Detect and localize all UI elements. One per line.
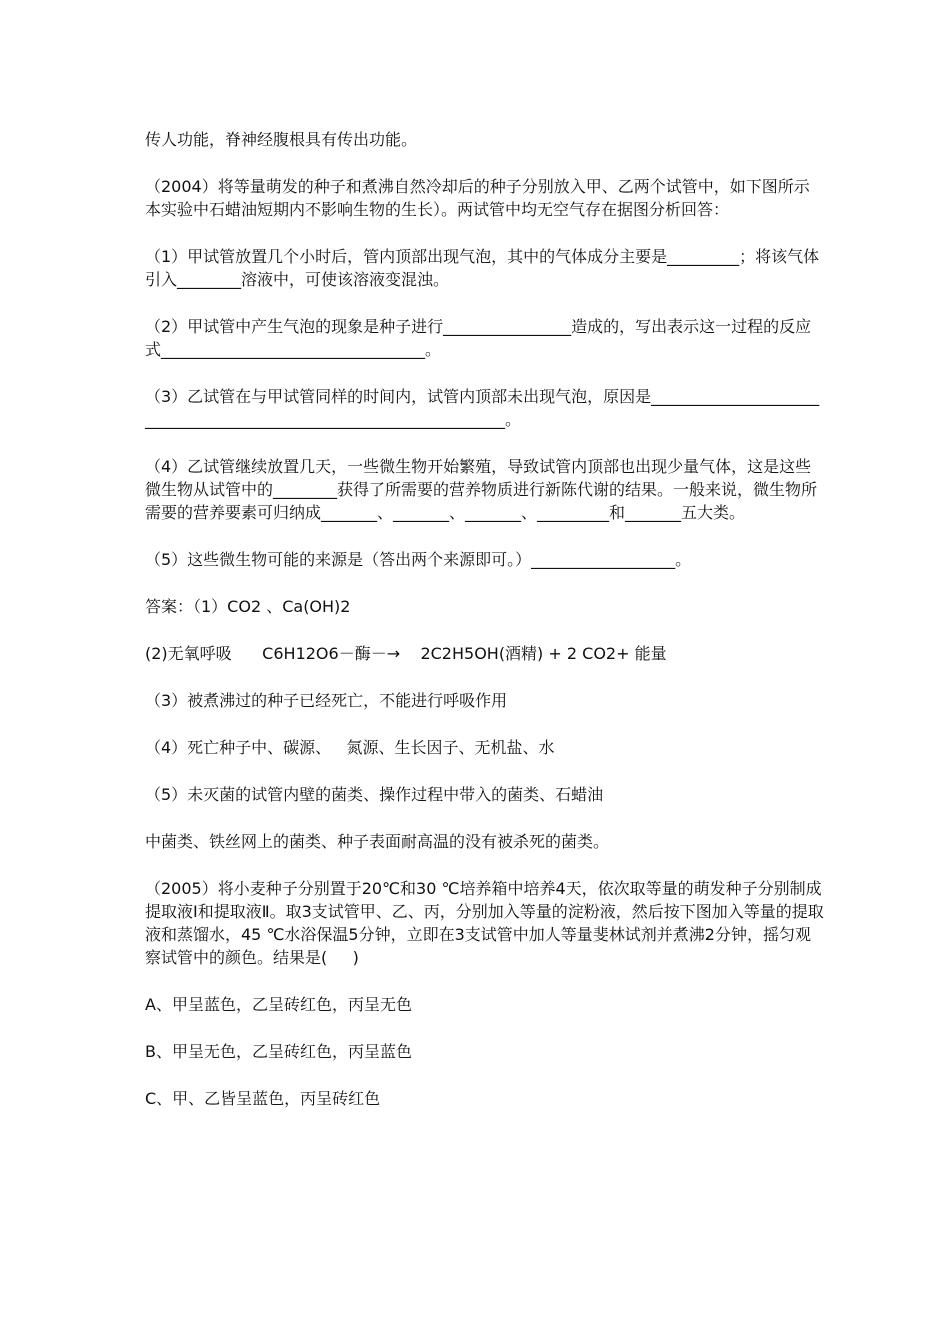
paragraph-intro-fragment: 传人功能，脊神经腹根具有传出功能。	[145, 130, 418, 149]
question-2004-part-3: （3）乙试管在与甲试管同样的时间内，试管内顶部未出现气泡，原因是__________________________________________________________________。	[145, 387, 820, 429]
option-c: C、甲、乙皆呈蓝色，丙呈砖红色	[145, 1089, 381, 1108]
answer-part-5-line-2: 中菌类、铁丝网上的菌类、种子表面耐高温的没有被杀死的菌类。	[145, 832, 610, 851]
answer-part-1: 答案：（1）CO2 、Ca(OH)2	[145, 597, 351, 616]
option-a: A、甲呈蓝色，乙呈砖红色，丙呈无色	[145, 995, 412, 1014]
answer-part-4: （4）死亡种子中、碳源、 氮源、生长因子、无机盐、水	[145, 738, 555, 757]
answer-part-5-line-1: （5）未灭菌的试管内壁的菌类、操作过程中带入的菌类、石蜡油	[145, 785, 604, 804]
question-2004-part-4: （4）乙试管继续放置几天，一些微生物开始繁殖，导致试管内顶部也出现少量气体，这是这些微生物从试管中的________获得了所需要的营养物质进行新陈代谢的结果。一般来说，微生物所需要的营养要素可归纳成_______、_______、_______、_________和_______五大类。	[145, 457, 818, 522]
answer-part-3: （3）被煮沸过的种子已经死亡，不能进行呼吸作用	[145, 691, 508, 710]
question-2004-part-2: （2）甲试管中产生气泡的现象是种子进行________________造成的，写出表示这一过程的反应式_________________________________。	[145, 317, 812, 359]
question-2005-stem: （2005）将小麦种子分别置于20℃和30 ℃培养箱中培养4天，依次取等量的萌发种子分别制成提取液Ⅰ和提取液Ⅱ。取3支试管甲、乙、丙，分别加入等量的淀粉液，然后按下图加入等量的提取液和蒸馏水，45 ℃水浴保温5分钟，立即在3支试管中加人等量斐林试剂并煮沸2分钟，摇匀观察试管中的颜色。结果是( )	[145, 879, 824, 967]
question-2004-part-1: （1）甲试管放置几个小时后，管内顶部出现气泡，其中的气体成分主要是_________；将该气体引入________溶液中，可使该溶液变混浊。	[145, 247, 820, 289]
question-2004-part-5: （5）这些微生物可能的来源是（答出两个来源即可。）__________________。	[145, 550, 692, 569]
question-2004-stem: （2004）将等量萌发的种子和煮沸自然冷却后的种子分别放入甲、乙两个试管中，如下图所示本实验中石蜡油短期内不影响生物的生长）。两试管中均无空气存在据图分析回答：	[145, 177, 810, 219]
document-page	[145, 128, 825, 1110]
answer-part-2: (2)无氧呼吸 C6H12O6－酶－→ 2C2H5OH(酒精) + 2 CO2+ 能量	[145, 644, 667, 663]
option-b: B、甲呈无色，乙呈砖红色，丙呈蓝色	[145, 1042, 412, 1061]
